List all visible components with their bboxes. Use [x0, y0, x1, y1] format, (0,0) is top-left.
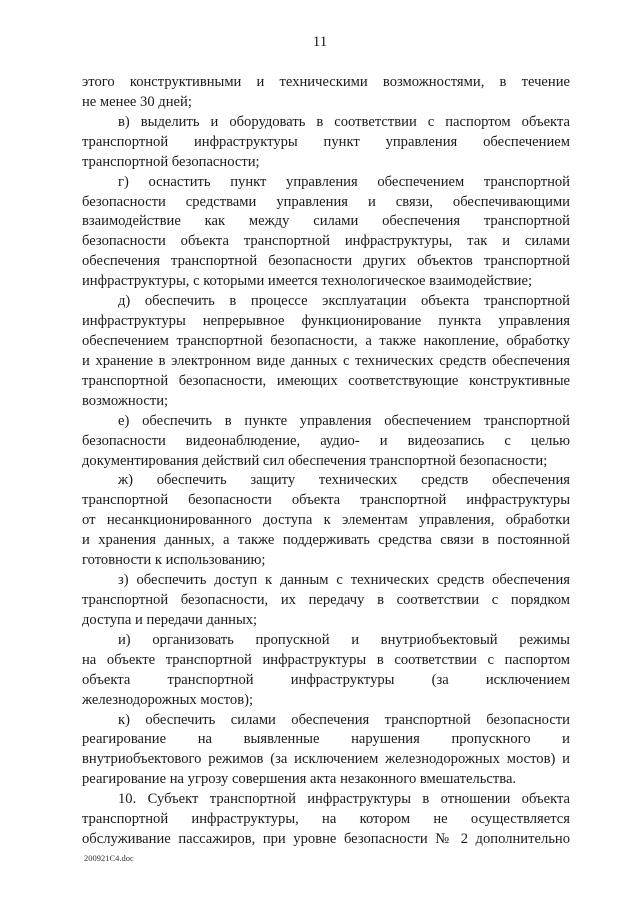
text-line: внутриобъектового режимов (за исключением железнодорожных мостов) и [82, 751, 570, 768]
text-line: транспортной инфраструктуры, на котором не осуществляется [82, 811, 570, 828]
text-line: объекта транспортной инфраструктуры (за исключением [82, 671, 570, 688]
text-line: транспортной безопасности; [82, 153, 260, 170]
text-line: ж) обеспечить защиту технических средств обеспечения [118, 472, 570, 489]
text-line: обслуживание пассажиров, при уровне безопасности № 2 дополнительно [82, 831, 570, 848]
paragraph-v [82, 113, 570, 173]
text-line: з) обеспечить доступ к данным с технических средств обеспечения [118, 572, 570, 589]
document-body [82, 73, 570, 850]
text-line: транспортной безопасности, имеющих соответствующие конструктивные [82, 372, 570, 389]
text-line: е) обеспечить в пункте управления обеспечением транспортной [118, 412, 570, 429]
paragraph-e [82, 412, 570, 472]
text-line: безопасности видеонаблюдение, аудио- и видеозапись с целью [82, 432, 570, 449]
text-line: и хранения данных, а также поддерживать средства связи в постоянной [82, 532, 570, 549]
text-line: транспортной безопасности объекта транспортной инфраструктуры [82, 492, 570, 509]
text-line: от несанкционированного доступа к элементам управления, обработки [82, 512, 570, 529]
text-line: обеспечения транспортной безопасности других объектов транспортной [82, 253, 570, 270]
text-line: в) выделить и оборудовать в соответствии с паспортом объекта [118, 113, 570, 130]
text-line: безопасности средствами управления и связи, обеспечивающими [82, 193, 570, 210]
paragraph-intro [82, 73, 570, 113]
text-line: и) организовать пропускной и внутриобъектовый режимы [118, 631, 570, 648]
text-line: не менее 30 дней; [82, 93, 192, 110]
text-line: 10. Субъект транспортной инфраструктуры в отношении объекта [118, 791, 570, 808]
footer-file-code: 200921C4.doc [84, 853, 134, 863]
text-line: реагирование на выявленные нарушения пропускного и [82, 731, 570, 748]
paragraph-g [82, 173, 570, 293]
text-line: к) обеспечить силами обеспечения транспортной безопасности [118, 711, 570, 728]
text-line: доступа и передачи данных; [82, 611, 258, 628]
text-line: железнодорожных мостов); [82, 691, 254, 708]
text-line: готовности к использованию; [82, 552, 266, 569]
paragraph-k [82, 711, 570, 791]
text-line: реагирование на угрозу совершения акта незаконного вмешательства. [82, 771, 517, 788]
paragraph-i [82, 631, 570, 711]
text-line: г) оснастить пункт управления обеспечением транспортной [118, 173, 570, 190]
text-line: инфраструктуры, с которыми имеется технологическое взаимодействие; [82, 273, 533, 290]
text-line: возможности; [82, 392, 169, 409]
text-line: документирования действий сил обеспечения транспортной безопасности; [82, 452, 548, 469]
paragraph-z [82, 571, 570, 631]
paragraph-zh [82, 471, 570, 571]
text-line: транспортной безопасности, их передачу в соответствии с порядком [82, 591, 570, 608]
paragraph-d [82, 292, 570, 412]
text-line: безопасности объекта транспортной инфраструктуры, так и силами [82, 233, 570, 250]
text-line: обеспечением транспортной безопасности, а также накопление, обработку [82, 332, 570, 349]
text-line: д) обеспечить в процессе эксплуатации объекта транспортной [118, 293, 570, 310]
text-line: транспортной инфраструктуры пункт управления обеспечением [82, 133, 570, 150]
text-line: взаимодействие как между силами обеспечения транспортной [82, 213, 570, 230]
text-line: и хранение в электронном виде данных с технических средств обеспечения [82, 352, 570, 369]
text-line: этого конструктивными и техническими возможностями, в течение [82, 74, 570, 90]
text-line: на объекте транспортной инфраструктуры в соответствии с паспортом [82, 651, 570, 668]
paragraph-10 [82, 790, 570, 850]
page-number: 11 [312, 34, 328, 50]
text-line: инфраструктуры непрерывное функционирование пункта управления [82, 313, 570, 330]
